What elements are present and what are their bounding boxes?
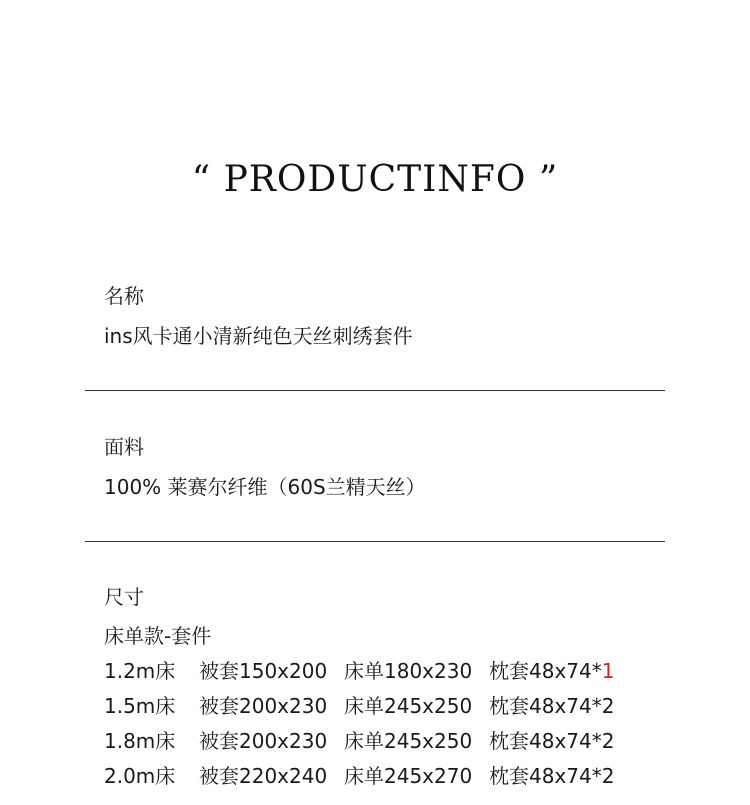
pillowcase-count: 2: [601, 729, 615, 753]
duvet-cover-size: 被套200x230: [199, 694, 328, 718]
pillowcase-spec: [489, 693, 614, 719]
name-label: 名称: [104, 284, 144, 308]
pillowcase-size: 枕套48x74*: [489, 729, 602, 753]
bed-sheet-size: 床单245x270: [344, 764, 473, 788]
fabric-label: 面料: [104, 435, 144, 459]
divider: [85, 390, 665, 391]
bed-size: 1.5m床: [104, 694, 176, 718]
name-section: [104, 283, 664, 349]
bed-size: 1.8m床: [104, 729, 176, 753]
pillowcase-spec: [489, 763, 614, 789]
divider: [85, 541, 665, 542]
pillowcase-count: 2: [601, 694, 615, 718]
pillowcase-size: 枕套48x74*: [489, 694, 602, 718]
bed-size: 1.2m床: [104, 659, 176, 683]
pillowcase-count: 1: [601, 659, 615, 683]
size-section: [104, 584, 664, 649]
duvet-cover-size: 被套200x230: [199, 729, 328, 753]
pillowcase-size: 枕套48x74*: [489, 659, 602, 683]
bed-sheet-size: 床单245x250: [344, 729, 473, 753]
page-title: “ PRODUCTINFO ”: [191, 159, 559, 200]
fabric-value: 100% 莱赛尔纤维（60S兰精天丝）: [104, 475, 426, 499]
duvet-cover-size: 被套220x240: [199, 764, 328, 788]
pillowcase-size: 枕套48x74*: [489, 764, 602, 788]
pillowcase-spec: [489, 728, 614, 754]
size-label: 尺寸: [104, 585, 144, 609]
bed-size: 2.0m床: [104, 764, 176, 788]
pillowcase-spec: [489, 658, 614, 684]
name-value: ins风卡通小清新纯色天丝刺绣套件: [104, 324, 413, 348]
fabric-section: [104, 434, 664, 500]
bed-sheet-size: 床单180x230: [344, 659, 473, 683]
bed-sheet-size: 床单245x250: [344, 694, 473, 718]
size-subtitle: 床单款-套件: [104, 624, 212, 648]
pillowcase-count: 2: [601, 764, 615, 788]
duvet-cover-size: 被套150x200: [199, 659, 328, 683]
